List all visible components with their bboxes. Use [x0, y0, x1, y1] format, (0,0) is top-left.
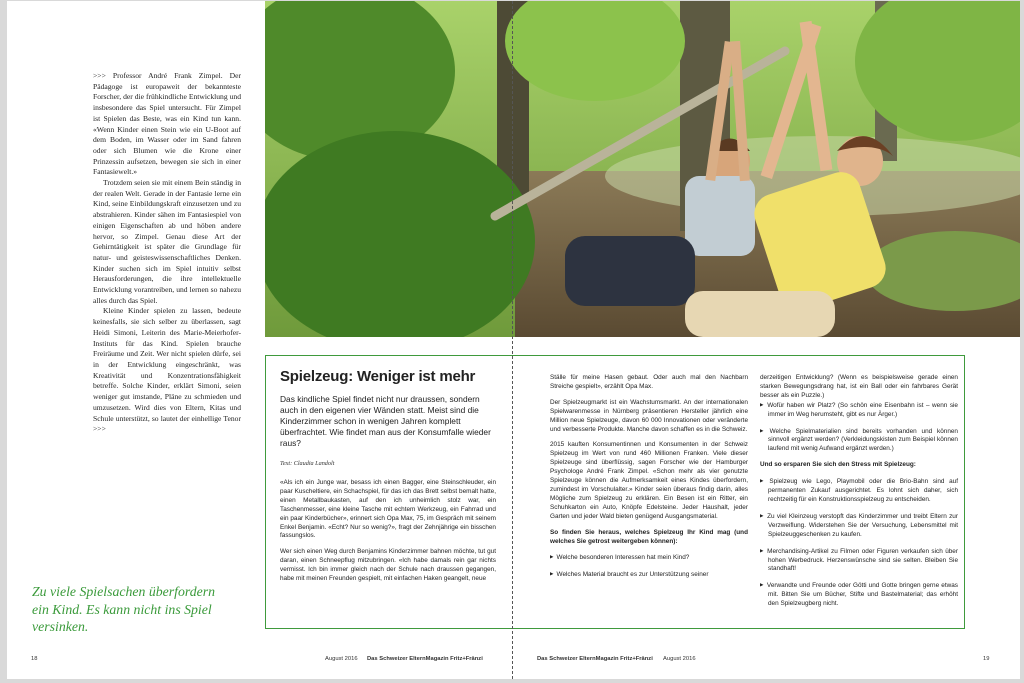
- article-paragraph: derzeitigen Entwicklung? (Wenn es beispielsweise gerade einen starken Bewegungsdrang hat, ist ein Ball oder ein fahrbares Gerät besser als ein Puzzle.): [760, 374, 958, 399]
- left-paragraph: Trotzdem seien sie mit einem Bein ständig in der realen Welt. Gerade in der Fantasie lerne ein Kind, seine Einbildungskraft einzusetzen und zu abstrahieren. Kinder sähen im Fantasiespiel von einigen Eigenschaften ab und höben andere hervor, so Zimpel. Genau diese Art der Gehirntätigkeit ist später die Grundlage für natur- und geisteswissenschaftliches Denken. Kinder suchen sich im Spiel intuitiv selbst Herausforderungen, die ihre intellektuelle Entwicklung vorantreiben, und lernen so nahezu alles durch das Spiel.: [93, 178, 241, 305]
- page-fold-line: [512, 1, 514, 679]
- bullet-item: ▶ Welche Spielmaterialien sind bereits vorhanden und können sinnvoll ergänzt werden? (Verkleidungskisten zum Beispiel können laufend mit wenig Aufwand ergänzt werden.): [760, 427, 958, 455]
- bullet-item: ▶ Spielzeug wie Lego, Playmobil oder die Brio-Bahn sind auf permanenten Zukauf ausgerichtet. Es lohnt sich daher, sich rechtzeitig für ein Konstruktionsspielzeug zu entscheiden.: [760, 477, 958, 505]
- footer-magazine-right: Das Schweizer ElternMagazin Fritz+Fränzi: [537, 656, 653, 662]
- author-credit: Text: Claudia Landolt: [280, 460, 335, 467]
- bullet-item: ▶ Welche besonderen Interessen hat mein Kind?: [550, 553, 748, 563]
- pull-quote: Zu viele Spielsachen überfordern ein Kind. Es kann nicht ins Spiel versinken.: [32, 584, 216, 634]
- left-text-column: [93, 71, 241, 435]
- page-number-right: 19: [983, 656, 990, 662]
- article-paragraph: «Als ich ein Junge war, besass ich einen Bagger, eine Steinschleuder, ein paar Kuscheltiere, ein Schachspiel, für das ich das Brett selbst bemalt hatte, einen Metallbaukasten, auf den ich unheimlich stolz war, ein Taschenmesser, eine kleine Tasche mit echtem Werkzeug, ein Fahrrad und ein paar Kinderbücher», erinnert sich Opa Max, 75, im Gespräch mit seinem Enkel Benjamin. «Echt? Nur so wenig?», fragt der Zehnjährige ein bisschen fassungslos.: [280, 479, 496, 540]
- article-column-1: [280, 479, 496, 591]
- left-paragraph: Kleine Kinder spielen zu lassen, bedeute keinesfalls, sie sich selber zu überlassen, sagt Heidi Simoni, Leiterin des Marie-Meierhofer-Instituts für das Kind. Spielen brauche Freiräume und Zeit. Wer nicht spielen dürfe, sei in der Entwicklung eingeschränkt, was Kreativität und Konzentrationsfähigkeit betreffe. Solche Kinder, erklärt Simoni, seien weniger gut imstande, Pläne zu schmieden und umzusetzen. Wird dies von Eltern, Kitas und Schule unterstützt, so lautet der einhellige Tenor >>>: [93, 306, 241, 434]
- bullet-item: ▶ Welches Material braucht es zur Unterstützung seiner: [550, 570, 748, 580]
- footer-date-left: August 2016: [325, 656, 358, 662]
- article-column-3: [760, 374, 958, 616]
- article-headline: Spielzeug: Weniger ist mehr: [280, 368, 476, 385]
- forest-photo: [265, 1, 1020, 337]
- magazine-spread: [7, 1, 1020, 679]
- page-number-left: 18: [31, 656, 38, 662]
- article-paragraph: Der Spielzeugmarkt ist ein Wachstumsmarkt. An der internationalen Spielwarenmesse in Nürnberg präsentieren Hersteller jährlich eine Million neue Spielzeuge, davon 60 000 Innovationen oder veränderte und verbesserte Produkte. Manche davon schaffen es in die Schweiz.: [550, 398, 748, 433]
- article-paragraph: 2015 kauften Konsumentinnen und Konsumenten in der Schweiz Spielzeug im Wert von rund 460 Millionen Franken. Viele dieser Spielzeuge sind überflüssig, sagen Forscher wie der Hamburger Psychologe André Frank Zimpel. «Schon mehr als vier genutzte Spielzeuge können die Aufmerksamkeit eines Kindes überfordern, zumindest im Vorschulalter.» Kinder seien überaus findig darin, alles Mögliche zum Spielzeug zu erklären. Ein Besen ist ein Ritter, ein Schuhkarton ein Auto, Knöpfe Edelsteine. Jeder Haushalt, jeder Garten und jeder Wald bieten genügend Ausgangsmaterial.: [550, 441, 748, 520]
- bullet-item: ▶ Merchandising-Artikel zu Filmen oder Figuren verkaufen sich über hohen Werbedruck. Herzenswünsche sind sie selten. Bleiben Sie standhaft!: [760, 547, 958, 575]
- bullet-item: ▶ Zu viel Kleinzeug verstopft das Kinderzimmer und treibt Eltern zur Verzweiflung. Widerstehen Sie der Versuchung, Lebensmittel mit Spielzeuggeschenken zu kaufen.: [760, 512, 958, 540]
- section-heading: So finden Sie heraus, welches Spielzeug Ihr Kind mag (und welches Sie getrost weitergeben können):: [550, 528, 748, 545]
- left-paragraph: >>> Professor André Frank Zimpel. Der Pädagoge ist europaweit der bekannteste Forscher, der die frühkindliche Entwicklung und insbesondere das Spiel untersucht. Für Zimpel ist Spielen das Beste, was ein Kind tun kann. «Wenn Kinder einen Stein wie ein U-Boot auf dem Boden, im Wasser oder im Sand fahren oder sich Blumen wie die Krone einer Prinzessin aufsetzen, bewegen sie sich in einer Fantasiewelt.»: [93, 71, 241, 177]
- article-lead: Das kindliche Spiel findet nicht nur draussen, sondern auch in den eigenen vier Wänden statt. Meist sind die Kinderzimmer schon in wenigen Jahren komplett überfrachtet. Wie findet man aus der Konsumfalle wieder raus?: [280, 394, 491, 449]
- article-paragraph: Wer sich einen Weg durch Benjamins Kinderzimmer bahnen möchte, tut gut daran, einen Schneepflug mitzubringen. «Ich habe damals rein gar nichts vermisst. Ich bin immer gleich nach der Schule nach draussen gegangen, habe mit meinen Freunden gespielt, mit einfachen Haken geangelt, neue: [280, 548, 496, 583]
- section-heading: Und so ersparen Sie sich den Stress mit Spielzeug:: [760, 461, 916, 469]
- article-paragraph: Ställe für meine Hasen gebaut. Oder auch mal den Nachbarn Streiche gespielt», erzählt Opa Max.: [550, 374, 748, 390]
- footer-magazine-left: Das Schweizer ElternMagazin Fritz+Fränzi: [367, 656, 483, 662]
- article-box: [265, 355, 965, 629]
- bullet-item: ▶ Wofür haben wir Platz? (So schön eine Eisenbahn ist – wenn sie immer im Weg herumsteht, gibt es nur Ärger.): [760, 401, 958, 420]
- article-column-2: [550, 374, 748, 587]
- bullet-item: ▶ Verwandte und Freunde oder Götti und Gotte bringen gerne etwas mit. Bitten Sie um Bücher, Stifte und Bastelmaterial; das erhöht den Spielzeugberg nicht.: [760, 581, 958, 609]
- footer-date-right: August 2016: [663, 656, 696, 662]
